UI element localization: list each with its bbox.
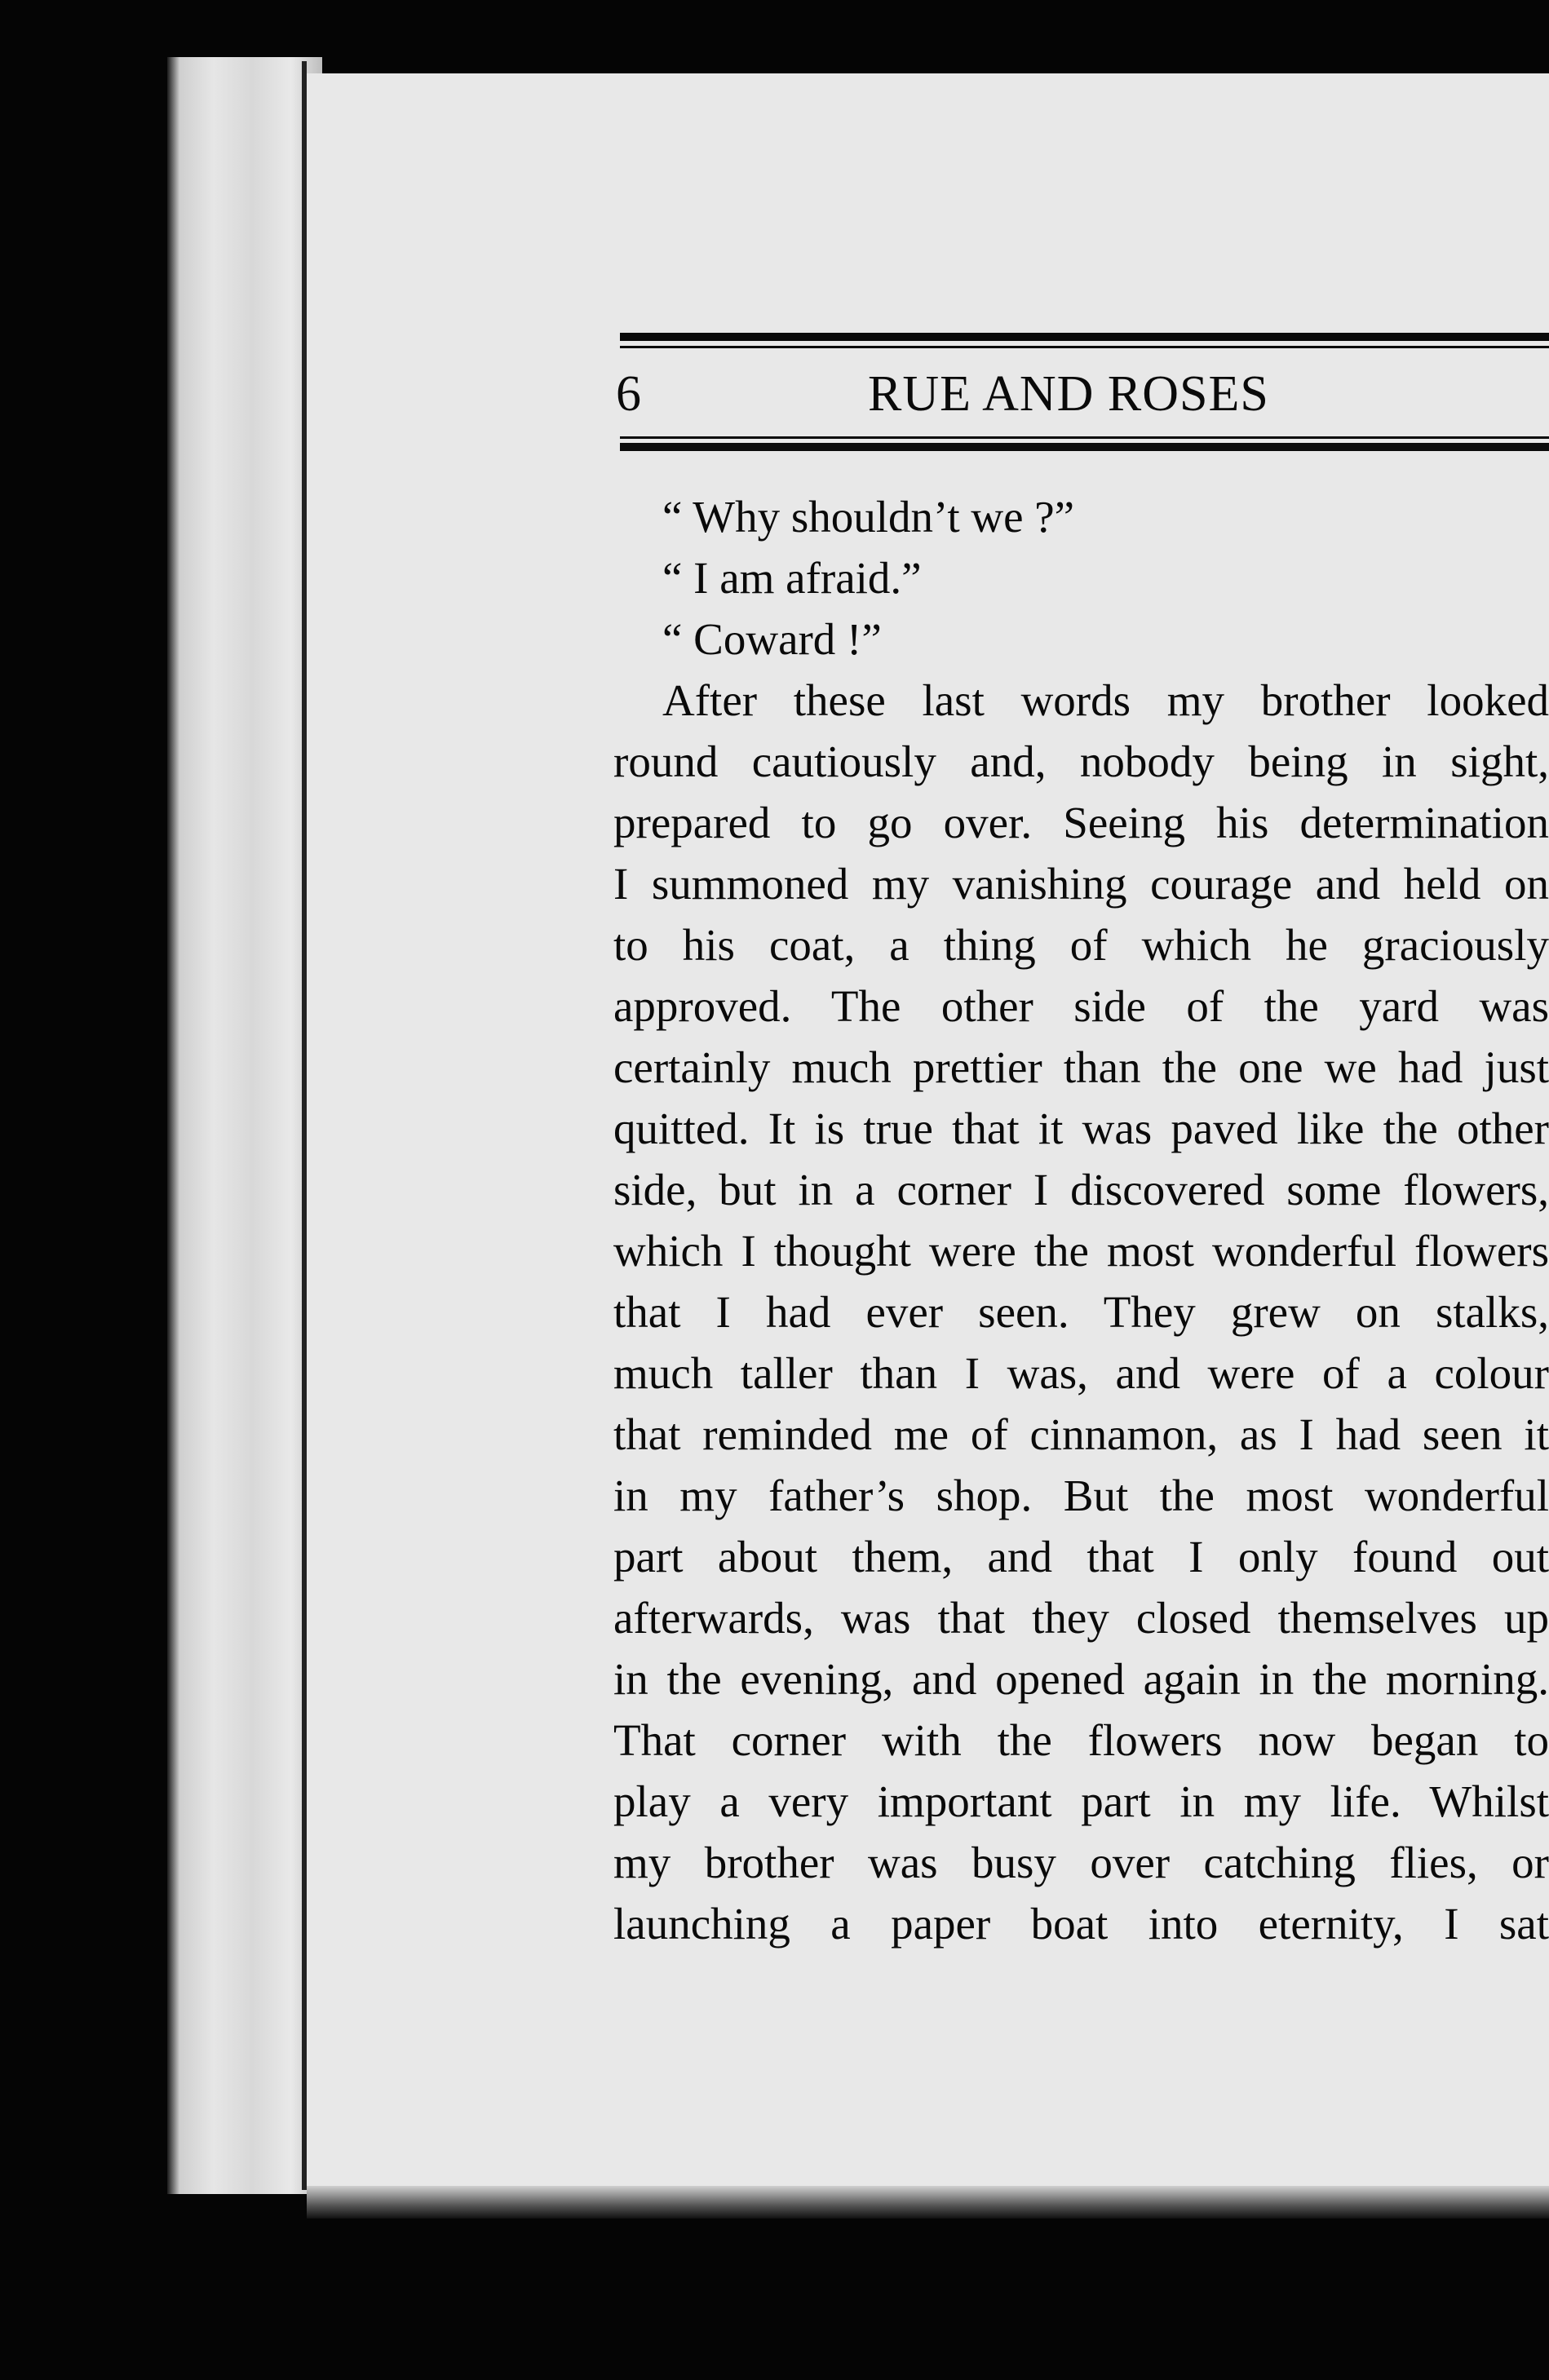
text-line: “ Coward !” — [662, 614, 882, 664]
text-line: quitted. It is true that it was paved like the other — [613, 1104, 1549, 1153]
text-line: “ I am afraid.” — [662, 553, 922, 603]
text-line: that I had ever seen. They grew on stalks, — [613, 1287, 1549, 1337]
text-line: afterwards, was that they closed themselves up — [613, 1593, 1549, 1643]
text-line: That corner with the flowers now began to — [613, 1715, 1549, 1765]
header-rule-top-thin — [620, 346, 1549, 348]
text-line: to his coat, a thing of which he graciously — [613, 920, 1549, 970]
text-line: I summoned my vanishing courage and held on — [613, 859, 1549, 909]
text-line: much taller than I was, and were of a colour — [613, 1348, 1549, 1398]
text-line: my brother was busy over catching flies, or — [613, 1838, 1549, 1887]
text-line: launching a paper boat into eternity, I sat — [613, 1899, 1549, 1949]
body-text — [613, 486, 1549, 1954]
text-line: side, but in a corner I discovered some flowers, — [613, 1165, 1549, 1214]
running-head: RUE AND ROSES — [868, 366, 1269, 422]
page-bottom-edge — [307, 2186, 1549, 2219]
text-line: part about them, and that I only found out — [613, 1532, 1549, 1582]
book-binding — [167, 57, 322, 2194]
text-line: approved. The other side of the yard was — [613, 981, 1549, 1031]
text-line: round cautiously and, nobody being in sight, — [613, 737, 1549, 786]
header-rule-bottom — [620, 443, 1549, 451]
text-line: in the evening, and opened again in the morning. — [613, 1654, 1549, 1704]
header-rule-bottom-thin — [620, 436, 1549, 439]
text-line: certainly much prettier than the one we had just — [613, 1042, 1549, 1092]
text-line: After these last words my brother looked — [662, 675, 1549, 725]
text-line: which I thought were the most wonderful flowers — [613, 1226, 1549, 1276]
text-line: “ Why shouldn’t we ?” — [662, 492, 1075, 542]
text-line: that reminded me of cinnamon, as I had seen it — [613, 1409, 1549, 1459]
text-line: play a very important part in my life. Whilst — [613, 1776, 1549, 1826]
text-line: prepared to go over. Seeing his determination — [613, 798, 1549, 847]
page-number: 6 — [616, 366, 641, 422]
text-line: in my father’s shop. But the most wonderful — [613, 1471, 1549, 1520]
header-rule-top — [620, 333, 1549, 341]
